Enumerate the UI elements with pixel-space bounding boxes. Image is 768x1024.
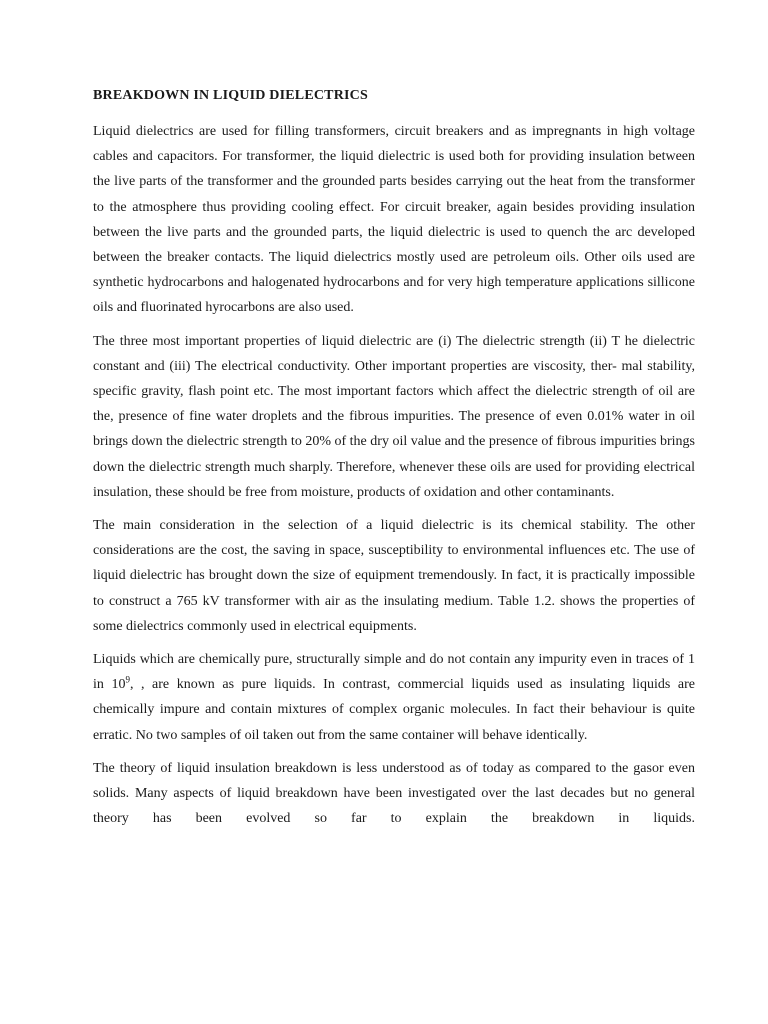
paragraph-liquid-dielectrics-uses: Liquid dielectrics are used for filling transformers, circuit breakers and as impregnants in high voltage cables and capacitors. For transformer, the liquid dielectric is used both for providing insulation between the live parts of the transformer and the grounded parts besides carrying out the heat from the transformer to the atmosphere thus providing cooling effect. For circuit breaker, again besides providing insulation between the live parts and the grounded parts, the liquid dielectric is used to quench the arc developed between the breaker contacts. The liquid dielectrics mostly used are petroleum oils. Other oils used are synthetic hydrocarbons and halogenated hydrocarbons and for very high temperature applications sillicone oils and fluorinated hyrocarbons are also used.: [93, 124, 695, 316]
pure-liquids-text-after: , , are known as pure liquids. In contrast, commercial liquids used as insulating liquids are chemically impure and contain mixtures of complex organic molecules. In fact their behaviour is quite erratic. No two samples of oil taken out from the same container will behave identically.: [93, 677, 696, 743]
document-page: [93, 86, 695, 839]
pure-liquids-text-before: Liquids which are chemically pure, structurally simple and do not contain any impurity even in traces of 1 in 10: [93, 652, 695, 693]
document-heading: BREAKDOWN IN LIQUID DIELECTRICS: [93, 88, 368, 103]
exponent-superscript: 9: [125, 674, 130, 685]
paragraph-selection-considerations: The main consideration in the selection of a liquid dielectric is its chemical stability. The other considerations are the cost, the saving in space, susceptibility to environmental influences etc. The use of liquid dielectric has brought down the size of equipment tremendously. In fact, it is practically impossible to construct a 765 kV transformer with air as the insulating medium. Table 1.2. shows the properties of some dielectrics commonly used in electrical equipments.: [93, 518, 695, 634]
paragraph-dielectric-properties: The three most important properties of liquid dielectric are (i) The dielectric strength (ii) T he dielectric constant and (iii) The electrical conductivity. Other important properties are viscosity, ther- mal stability, specific gravity, flash point etc. The most important factors which affect the dielectric strength of oil are the, presence of fine water droplets and the fibrous impurities. The presence of even 0.01% water in oil brings down the dielectric strength to 20% of the dry oil value and the presence of fibrous impurities brings down the dielectric strength much sharply. Therefore, whenever these oils are used for providing electrical insulation, these should be free from moisture, products of oxidation and other contaminants.: [93, 333, 695, 500]
paragraph-breakdown-theory: The theory of liquid insulation breakdown is less understood as of today as compared to the gasor even solids. Many aspects of liquid breakdown have been investigated over the last decades but no general theory has been evolved so far to explain the breakdown in liquids.: [93, 760, 695, 827]
paragraph-pure-liquids: [93, 647, 695, 748]
